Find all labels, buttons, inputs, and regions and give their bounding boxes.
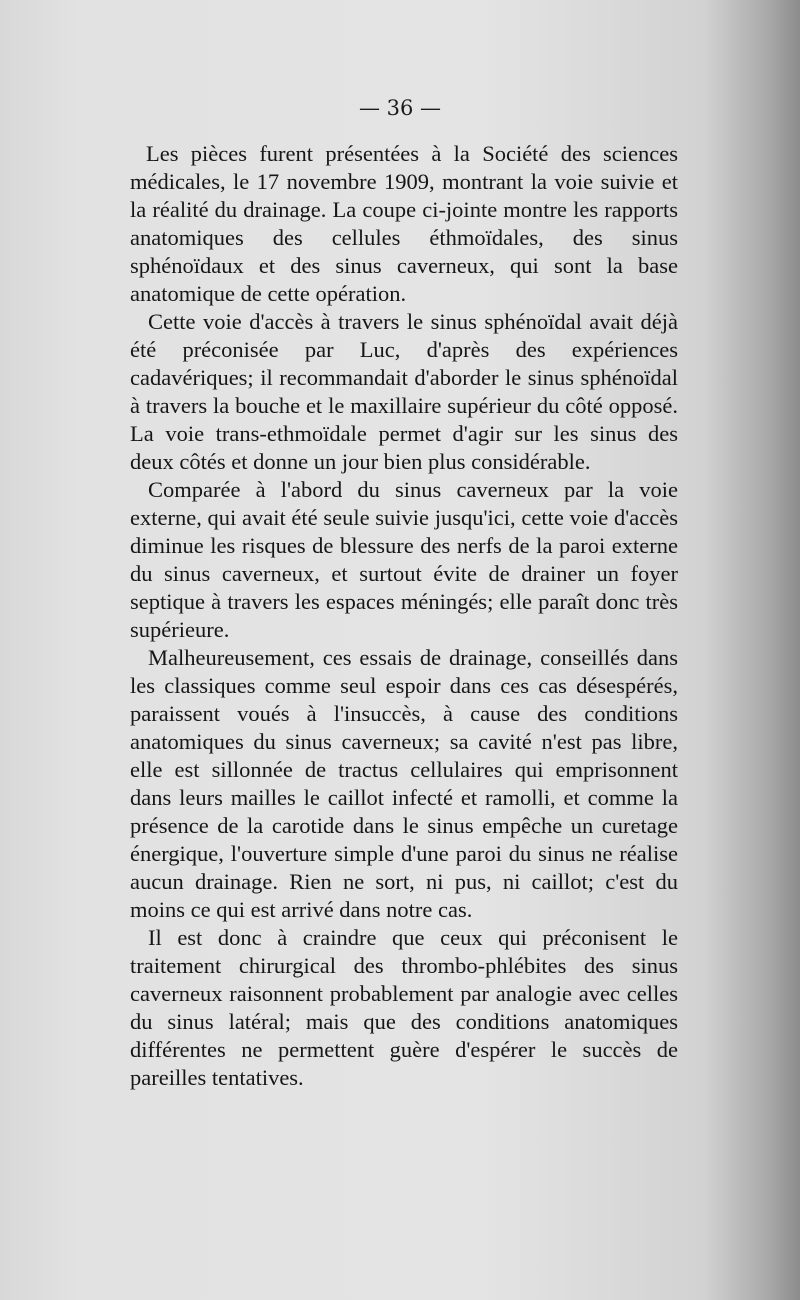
page-number: — 36 —	[358, 96, 442, 120]
body-text	[130, 140, 678, 1092]
paragraph-1: Les pièces furent présentées à la Société des sciences médicales, le 17 novembre 1909, montrant la voie suivie et la réalité du drainage. La coupe ci-jointe montre les rapports anatomiques des cellules éthmoïdales, des sinus sphénoïdaux et des sinus caverneux, qui sont la base anatomique de cette opération.	[130, 141, 678, 306]
paragraph-2: Cette voie d'accès à travers le sinus sphénoïdal avait déjà été préconisée par Luc, d'après des expériences cadavériques; il recommandait d'aborder le sinus sphénoïdal à travers la bouche et le maxillaire supérieur du côté opposé. La voie trans-ethmoïdale permet d'agir sur les sinus des deux côtés et donne un jour bien plus considérable.	[130, 309, 678, 474]
paragraph-5: Il est donc à craindre que ceux qui préconisent le traitement chirurgical des thrombo-phlébites des sinus caverneux raisonnent probablement par analogie avec celles du sinus latéral; mais que des conditions anatomiques différentes ne permettent guère d'espérer le succès de pareilles tentatives.	[130, 925, 678, 1090]
paragraph-4: Malheureusement, ces essais de drainage, conseillés dans les classiques comme seul espoir dans ces cas désespérés, paraissent voués à l'insuccès, à cause des conditions anatomiques du sinus caverneux; sa cavité n'est pas libre, elle est sillonnée de tractus cellulaires qui emprisonnent dans leurs mailles le caillot infecté et ramolli, et comme la présence de la carotide dans le sinus empêche un curetage énergique, l'ouverture simple d'une paroi du sinus ne réalise aucun drainage. Rien ne sort, ni pus, ni caillot; c'est du moins ce qui est arrivé dans notre cas.	[130, 645, 678, 922]
paragraph-3: Comparée à l'abord du sinus caverneux par la voie externe, qui avait été seule suivie jusqu'ici, cette voie d'accès diminue les risques de blessure des nerfs de la paroi externe du sinus caverneux, et surtout évite de drainer un foyer septique à travers les espaces méningés; elle paraît donc très supérieure.	[130, 477, 678, 642]
